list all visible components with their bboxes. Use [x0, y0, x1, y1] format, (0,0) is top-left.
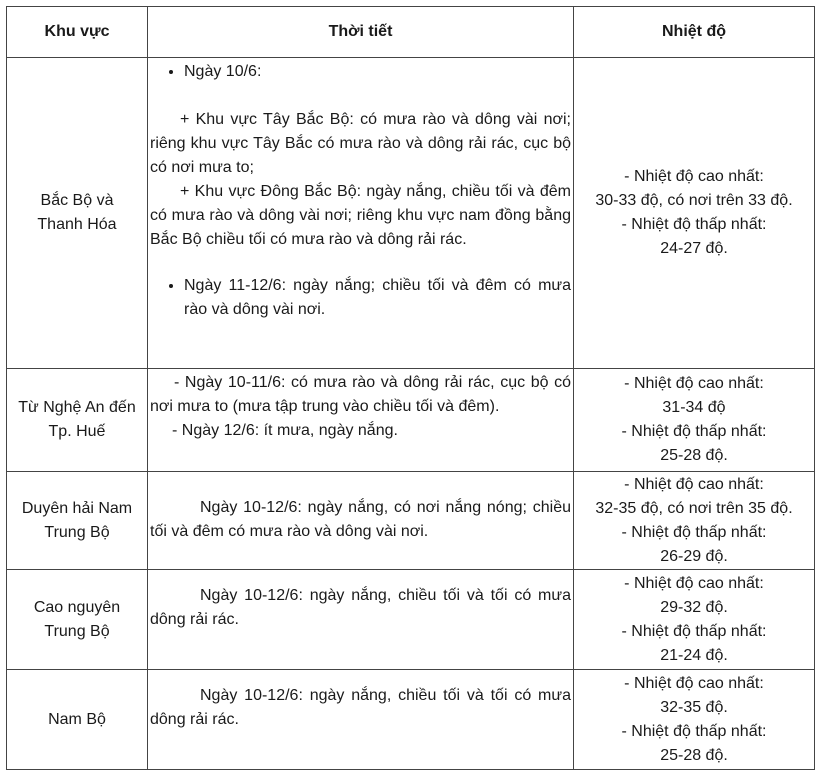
header-region: Khu vực — [7, 7, 148, 58]
weather-paragraph: - Ngày 12/6: ít mưa, ngày nắng. — [172, 422, 398, 439]
table-row — [7, 670, 815, 770]
table-row — [7, 570, 815, 670]
weather-paragraph: + Khu vực Tây Bắc Bộ: có mưa rào và dông vài nơi; riêng khu vực Tây Bắc có mưa rào và dông rải rác, cục bộ có nơi mưa to; — [150, 111, 571, 176]
region-line: Từ Nghệ An đến — [18, 399, 136, 416]
weather-bullet-list — [150, 60, 571, 84]
temperature-cell — [574, 472, 815, 570]
temperature-cell — [574, 369, 815, 472]
header-temperature: Nhiệt độ — [574, 7, 815, 58]
region-cell — [7, 670, 148, 770]
region-line: Thanh Hóa — [37, 216, 117, 233]
weather-paragraph: Ngày 10-12/6: ngày nắng, có nơi nắng nóng; chiều tối và đêm có mưa rào và dông vài nơi. — [150, 499, 571, 540]
region-line: Trung Bộ — [44, 523, 110, 541]
weather-forecast-table — [6, 6, 815, 770]
temp-line: 29-32 độ. — [660, 598, 728, 616]
temp-line: 32-35 độ, có nơi trên 35 độ. — [595, 499, 793, 517]
header-weather: Thời tiết — [148, 7, 574, 58]
temp-line: - Nhiệt độ cao nhất: — [624, 574, 764, 592]
weather-bullet: • Ngày 10/6: — [184, 60, 571, 84]
temp-line: - Nhiệt độ cao nhất: — [624, 475, 764, 493]
temp-line: - Nhiệt độ thấp nhất: — [621, 622, 767, 640]
weather-cell — [148, 58, 574, 369]
temp-line: - Nhiệt độ cao nhất: — [624, 168, 764, 185]
temp-line: 25-28 độ. — [660, 447, 728, 464]
temp-line: 31-34 độ — [662, 399, 726, 416]
weather-paragraph: Ngày 10-12/6: ngày nắng, chiều tối và tối có mưa dông rải rác. — [150, 587, 571, 628]
temp-line: - Nhiệt độ thấp nhất: — [621, 523, 767, 541]
header-row — [7, 7, 815, 58]
temperature-cell — [574, 570, 815, 670]
temp-line: - Nhiệt độ thấp nhất: — [621, 722, 767, 740]
temp-line: 30-33 độ, có nơi trên 33 độ. — [595, 192, 793, 209]
temp-line: - Nhiệt độ thấp nhất: — [621, 216, 767, 233]
region-cell — [7, 369, 148, 472]
weather-cell — [148, 670, 574, 770]
temp-line: 32-35 độ. — [660, 698, 728, 716]
temp-line: - Nhiệt độ cao nhất: — [624, 674, 764, 692]
temp-line: 24-27 độ. — [660, 240, 728, 257]
region-line: Duyên hải Nam — [21, 499, 133, 517]
weather-bullet: • Ngày 11-12/6: ngày nắng; chiều tối và đêm có mưa rào và dông vài nơi. — [184, 274, 571, 322]
forecast-table-wrapper — [6, 6, 815, 770]
table-row — [7, 472, 815, 570]
region-line: Trung Bộ — [44, 622, 110, 640]
weather-cell — [148, 369, 574, 472]
temp-line: 25-28 độ. — [660, 746, 728, 764]
temp-line: 21-24 độ. — [660, 646, 728, 664]
weather-cell — [148, 570, 574, 670]
temp-line: - Nhiệt độ cao nhất: — [624, 375, 764, 392]
temp-line: - Nhiệt độ thấp nhất: — [621, 423, 767, 440]
weather-paragraph: - Ngày 10-11/6: có mưa rào và dông rải rác, cục bộ có nơi mưa to (mưa tập trung vào chiều tối và đêm). — [150, 374, 571, 415]
region-line: Cao nguyên — [33, 598, 121, 616]
weather-paragraph: + Khu vực Đông Bắc Bộ: ngày nắng, chiều tối và đêm có mưa rào và dông vài nơi; riêng khu vực nam đồng bằng Bắc Bộ chiều tối có mưa rào và dông rải rác. — [150, 183, 571, 248]
region-line: Bắc Bộ và — [40, 192, 114, 209]
region-line: Tp. Huế — [48, 423, 106, 440]
temperature-cell — [574, 58, 815, 369]
weather-bullet-list — [150, 274, 571, 322]
table-row — [7, 58, 815, 369]
region-cell — [7, 472, 148, 570]
table-row — [7, 369, 815, 472]
temp-line: 26-29 độ. — [660, 547, 728, 565]
weather-cell — [148, 472, 574, 570]
region-cell — [7, 570, 148, 670]
weather-paragraph: Ngày 10-12/6: ngày nắng, chiều tối và tối có mưa dông rải rác. — [150, 687, 571, 728]
temperature-cell — [574, 670, 815, 770]
region-line: Nam Bộ — [48, 710, 106, 728]
region-cell — [7, 58, 148, 369]
